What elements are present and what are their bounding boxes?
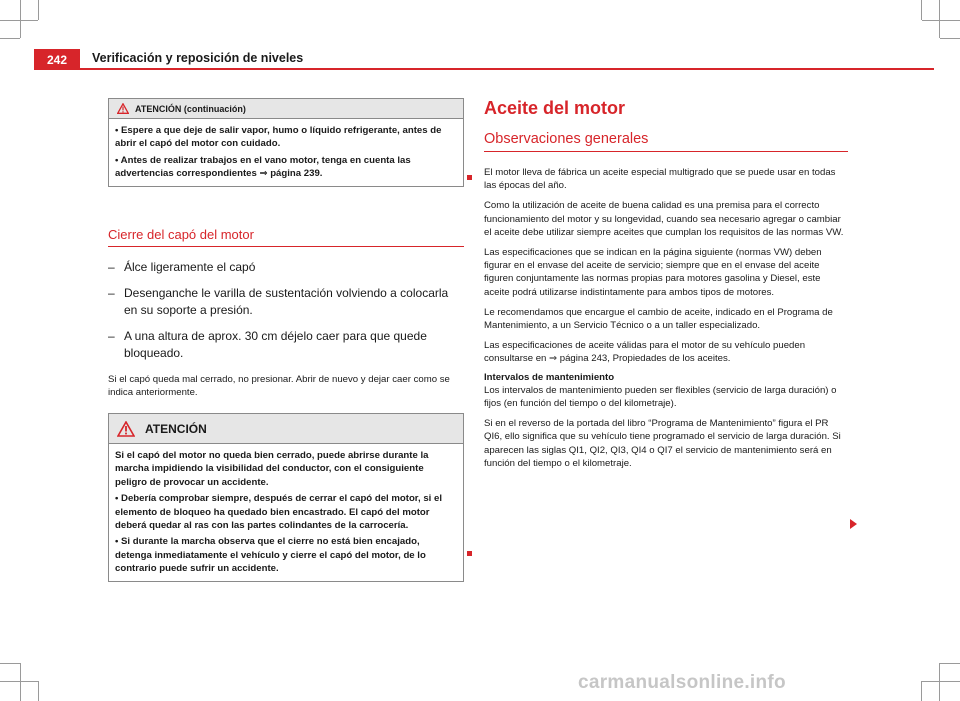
warning-triangle-icon (117, 103, 129, 114)
running-header-title: Verificación y reposición de niveles (92, 51, 304, 65)
crop-mark (940, 663, 960, 664)
crop-mark (921, 681, 922, 701)
warning-continued-heading (109, 99, 463, 119)
paragraph: Las especificaciones de aceite válidas para el motor de su vehículo pueden consultarse en ⇒ página 243, Propiedades de los aceites. (484, 340, 806, 365)
page-number: 242 (34, 49, 80, 70)
crop-mark (20, 663, 21, 701)
chapter-title: Aceite del motor (484, 98, 626, 118)
warning-item: Si el capó del motor no queda bien cerrado, puede abrirse durante la marcha impidiendo la visibilidad del conductor, con el consiguiente peligro de provocar un accidente. (115, 450, 429, 488)
note-text: Si el capó queda mal cerrado, no presionar. Abrir de nuevo y dejar caer como se indica anteriormente. (108, 373, 450, 398)
crop-mark (0, 20, 38, 21)
warning-item: • Debería comprobar siempre, después de cerrar el capó del motor, si el elemento de bloqueo ha quedado bien encastrado. El capó del motor deberá quedar al ras con las partes colindantes de la carrocería. (115, 493, 443, 532)
paragraph: Las especificaciones que se indican en la página siguiente (normas VW) deben figurar en el envase del aceite de servicio; siempre que en el envase del aceite figuren conjuntamente las normas propias para motores gasolina y Diesel, este aceite podrá utilizarse indistintamente para ambos tipos de motores. (484, 247, 822, 298)
warning-label: ATENCIÓN (145, 421, 207, 436)
crop-mark (939, 663, 940, 701)
section-end-marker (467, 551, 472, 556)
section-title: Cierre del capó del motor (108, 227, 464, 247)
step-dash: – (108, 259, 115, 274)
header-rule (34, 68, 934, 70)
body-text (484, 166, 848, 470)
crop-mark (0, 663, 20, 664)
crop-mark (0, 38, 20, 39)
step-text: Desenganche le varilla de sustentación volviendo a colocarla en su soporte a presión. (124, 285, 449, 317)
subsection-title: Observaciones generales (484, 131, 848, 152)
paragraph: Como la utilización de aceite de buena calidad es una premisa para el correcto funcionamiento del motor y su longevidad, cuando sea necesario agregar o cambiar el aceite debe utilizar siempre aceites que cumplan los requisitos de las normas VW. (484, 200, 844, 238)
paragraph: Los intervalos de mantenimiento pueden ser flexibles (servicio de larga duración) o fijos (en función del tiempo o del kilometraje). (484, 384, 837, 410)
right-column (484, 98, 848, 470)
section-end-marker (467, 175, 472, 180)
warning-continued-label: ATENCIÓN (continuación) (135, 103, 246, 114)
crop-mark (0, 681, 38, 682)
steps-list (108, 259, 464, 362)
crop-mark (38, 681, 39, 701)
step-dash: – (108, 328, 115, 343)
step-item (108, 259, 464, 276)
warning-box (108, 413, 464, 582)
step-item (108, 285, 464, 319)
paragraph: El motor lleva de fábrica un aceite especial multigrado que se puede usar en todas las épocas del año. (484, 167, 836, 192)
paragraph: Le recomendamos que encargue el cambio de aceite, indicado en el Programa de Mantenimiento, a un Servicio Técnico o a un taller especializado. (484, 306, 833, 332)
crop-mark (921, 0, 922, 20)
paragraph: Si en el reverso de la portada del libro “Programa de Mantenimiento” figura el PR QI6, ello significa que su vehículo tiene programado el servicio de larga duración. Si aparecen las siglas QI1, QI2, QI3, QI4 o QI7 el servicio de mantenimiento será en función del tiempo o el kilometraje. (484, 418, 841, 469)
warning-continued-box (108, 98, 464, 187)
crop-mark (20, 0, 21, 38)
crop-mark (939, 0, 940, 38)
step-dash: – (108, 285, 115, 300)
step-text: Álce ligeramente el capó (124, 259, 256, 274)
step-item (108, 328, 464, 362)
crop-mark (38, 0, 39, 20)
continue-arrow-icon (850, 519, 857, 529)
warning-heading (109, 414, 463, 444)
warning-item: • Espere a que deje de salir vapor, humo o líquido refrigerante, antes de abrir el capó del motor con cuidado. (115, 125, 442, 150)
crop-mark (922, 681, 960, 682)
warning-item: • Si durante la marcha observa que el cierre no está bien encajado, detenga inmediatamente el vehículo y cierre el capó del motor, de lo contrario puede sufrir un accidente. (115, 536, 426, 575)
warning-item: • Antes de realizar trabajos en el vano motor, tenga en cuenta las advertencias correspondientes ⇒ página 239. (115, 154, 411, 180)
warning-body (109, 444, 463, 581)
interval-heading: Intervalos de mantenimiento (484, 371, 615, 383)
step-text: A una altura de aprox. 30 cm déjelo caer para que quede bloqueado. (124, 328, 427, 360)
warning-triangle-icon (117, 421, 135, 437)
left-column (108, 98, 464, 582)
crop-mark (940, 38, 960, 39)
crop-mark (922, 20, 960, 21)
warning-continued-body (109, 119, 463, 186)
watermark: carmanualsonline.info (578, 672, 786, 693)
